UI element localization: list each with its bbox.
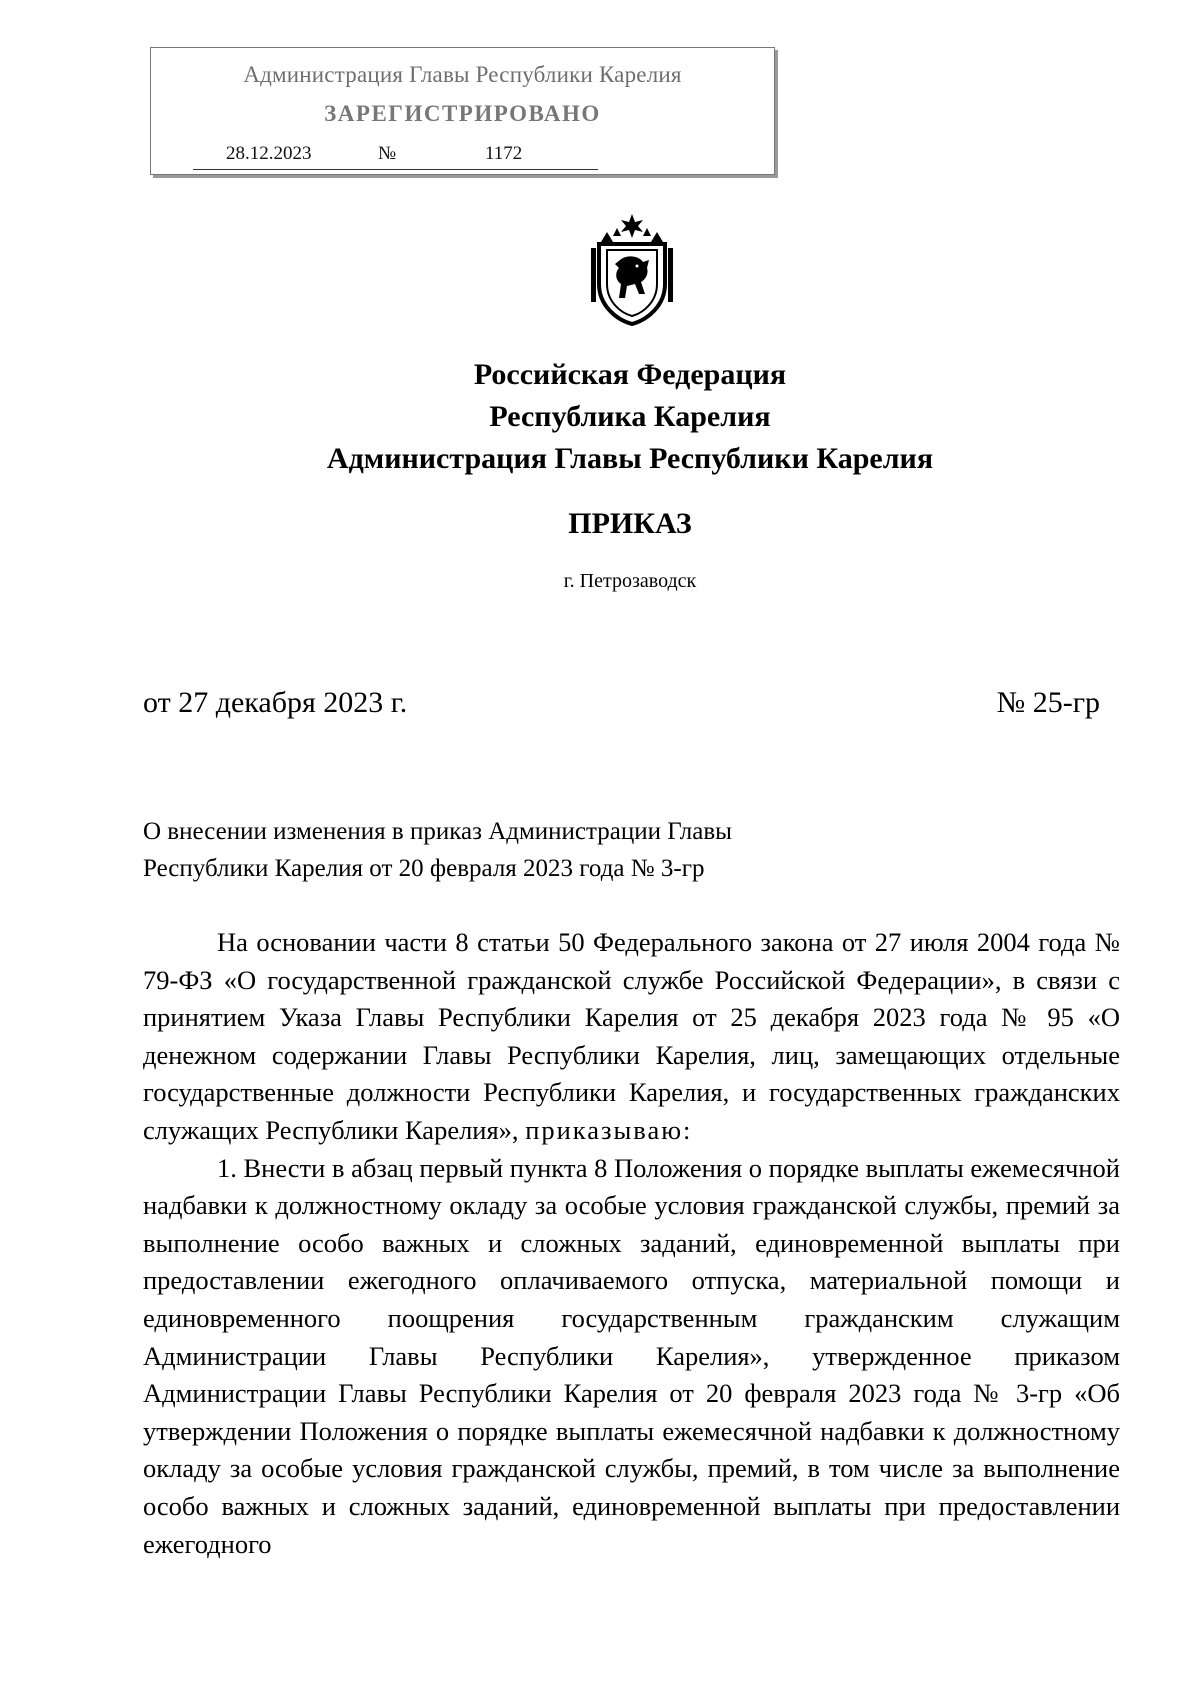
header-republic: Республика Карелия — [489, 400, 771, 433]
stamp-registered-label: ЗАРЕГИСТРИРОВАНО — [324, 101, 601, 126]
preamble-paragraph — [143, 924, 1120, 1150]
order-date: от 27 декабря 2023 г. — [143, 686, 408, 719]
header-country: Российская Федерация — [473, 358, 787, 391]
order-number: № 25-гр — [996, 686, 1100, 719]
document-type-title: ПРИКАЗ — [568, 507, 692, 540]
city-label: г. Петрозаводск — [563, 570, 697, 592]
preamble-text: На основании части 8 статьи 50 Федерального закона от 27 июля 2004 года № 79-ФЗ «О государственной гражданской службе Российской Федерации», в связи с принятием Указа Главы Республики Карелия от 25 декабря 2023 года № 95 «О денежном содержании Главы Республики Карелия, лиц, замещающих отдельные государственные должности Республики Карелия, и государственных гражданских служащих Республики Карелия», — [143, 927, 1120, 1145]
stamp-registration-line — [193, 143, 598, 170]
stamp-number-symbol: № — [378, 143, 397, 164]
subject-line-2: Республики Карелия от 20 февраля 2023 года № 3-гр — [143, 855, 705, 882]
order-body — [143, 924, 1120, 1563]
subject-line-1: О внесении изменения в приказ Администрации Главы — [143, 818, 732, 845]
karelia-coat-of-arms-icon — [587, 214, 677, 326]
stamp-organization: Администрация Главы Республики Карелия — [243, 62, 682, 87]
order-verb: приказываю: — [525, 1114, 693, 1145]
stamp-date: 28.12.2023 — [226, 143, 312, 164]
header-administration: Администрация Главы Республики Карелия — [326, 442, 934, 475]
item-1-paragraph: 1. Внести в абзац первый пункта 8 Положения о порядке выплаты ежемесячной надбавки к должностному окладу за особые условия гражданской службы, премий за выполнение особо важных и сложных заданий, единовременной выплаты при предоставлении ежегодного оплачиваемого отпуска, материальной помощи и единовременного поощрения государственным гражданским служащим Администрации Главы Республики Карелия», утвержденное приказом Администрации Главы Республики Карелия от 20 февраля 2023 года № 3-гр «Об утверждении Положения о порядке выплаты ежемесячной надбавки к должностному окладу за особые условия гражданской службы, премий, в том числе за выполнение особо важных и сложных заданий, единовременной выплаты при предоставлении ежегодного — [143, 1152, 1120, 1559]
registration-stamp — [150, 47, 775, 175]
stamp-number: 1172 — [485, 143, 523, 164]
